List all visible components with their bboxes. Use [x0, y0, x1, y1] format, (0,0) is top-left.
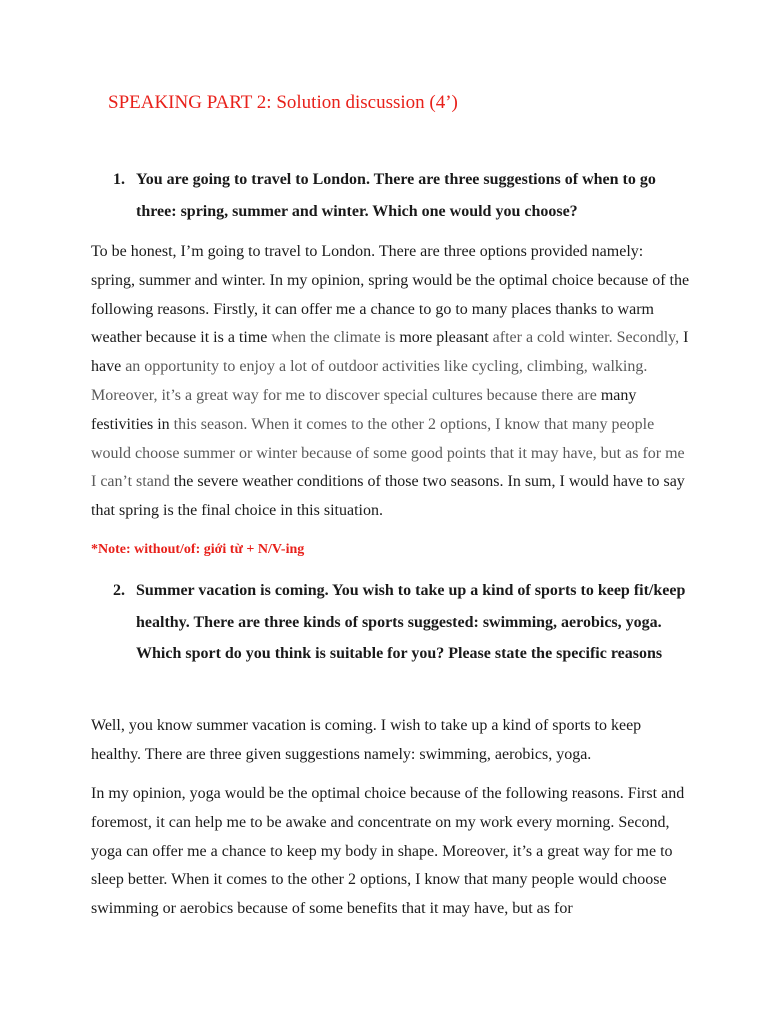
- answer-1-segment-4: after a cold winter. Secondly,: [492, 329, 680, 347]
- answer-1-segment-6: an opportunity to enjoy a lot of outdoor activities like cycling, climbing, walking. Moreover, it’s a great way for me to discover special cultures because there are: [91, 358, 648, 404]
- answer-1-segment-7: many festivities in: [91, 386, 637, 433]
- answer-1-segment-5: I have: [91, 329, 689, 376]
- question-1: [113, 164, 693, 227]
- grammar-note: *Note: without/of: giới từ + N/V-ing: [91, 542, 305, 557]
- answer-1-segment-3: more pleasant: [395, 329, 493, 347]
- question-2-text: Summer vacation is coming. You wish to take up a kind of sports to keep fit/keep healthy. There are three kinds of sports suggested: swimming, aerobics, yoga. Which sport do you think is suitable for you? Please state the specific reasons: [136, 582, 686, 662]
- answer-1-segment-2: when the climate is: [271, 329, 396, 347]
- answer-1-segment-1: To be honest, I’m going to travel to London. There are three options provided namely: spring, summer and winter. In my opinion, spring would be the optimal choice because of the following reasons. Firstly, it can offer me a chance to go to many places thanks to warm weather because it is a time: [91, 243, 690, 347]
- page-title: SPEAKING PART 2: Solution discussion (4’): [108, 92, 458, 113]
- answer-1-segment-9: the severe weather conditions of those two seasons. In sum, I would have to say that spring is the final choice in this situation.: [91, 473, 685, 520]
- question-2: [113, 575, 693, 670]
- question-1-number: 1.: [113, 171, 125, 188]
- answer-2-intro-paragraph: Well, you know summer vacation is coming. I wish to take up a kind of sports to keep healthy. There are three given suggestions namely: swimming, aerobics, yoga.: [91, 717, 642, 763]
- answer-1-paragraph: [91, 238, 691, 526]
- question-2-number: 2.: [113, 582, 125, 599]
- question-1-text: You are going to travel to London. There are three suggestions of when to go three: spring, summer and winter. Which one would you choose?: [136, 171, 656, 220]
- answer-2-body-paragraph: In my opinion, yoga would be the optimal choice because of the following reasons. First and foremost, it can help me to be awake and concentrate on my work every morning. Second, yoga can offer me a chance to keep my body in shape. Moreover, it’s a great way for me to sleep better. When it comes to the other 2 options, I know that many people would choose swimming or aerobics because of some benefits that it may have, but as for: [91, 785, 685, 918]
- answer-1-segment-8: this season. When it comes to the other 2 options, I know that many people would choose summer or winter because of some good points that it may have, but as for me I can’t stand: [91, 415, 685, 491]
